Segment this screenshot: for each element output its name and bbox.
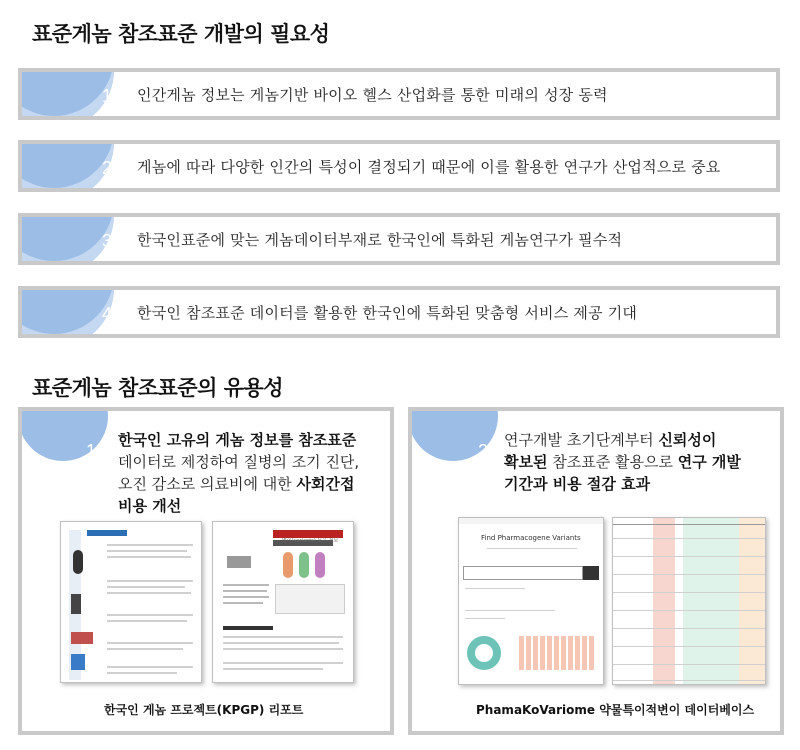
need-item-2	[18, 140, 780, 192]
item-text: 한국인 참조표준 데이터를 활용한 한국인에 특화된 맞춤형 서비스 제공 기대	[137, 304, 638, 322]
kpgp-report-thumbnail-1	[60, 521, 202, 683]
card-caption: 한국인 게놈 프로젝트(KPGP) 리포트	[104, 703, 304, 717]
card-description: 연구개발 초기단계부터 신뢰성이 확보된 참조표준 활용으로 연구 개발 기간과 비용 절감 효과	[504, 431, 741, 493]
card-number: 2	[478, 441, 489, 461]
need-item-3	[18, 213, 780, 265]
pharmacogene-search-thumbnail	[458, 517, 604, 685]
benefits-heading: 표준게놈 참조표준의 유용성	[32, 376, 284, 400]
pharma-title: Find Pharmacogene Variants	[481, 534, 581, 542]
needs-heading: 표준게놈 참조표준 개발의 필요성	[32, 22, 330, 46]
benefit-card-1	[18, 407, 394, 735]
item-number: 2	[102, 158, 113, 178]
pharmacogene-table-thumbnail	[612, 517, 766, 685]
item-number: 4	[102, 304, 113, 324]
item-text: 인간게놈 정보는 게놈기반 바이오 헬스 산업화를 통한 미래의 성장 동력	[137, 86, 608, 104]
item-number: 1	[102, 86, 113, 106]
card-number: 1	[86, 441, 97, 461]
item-number: 3	[102, 231, 113, 251]
item-text: 한국인표준에 맞는 게놈데이터부재로 한국인에 특화된 게놈연구가 필수적	[137, 231, 623, 249]
card-caption: PhamaKoVariome 약물특이적변이 데이터베이스	[476, 703, 755, 717]
need-item-1	[18, 68, 780, 120]
kpgp-report-thumbnail-2	[212, 521, 354, 683]
report-header-text: 변이(variants) 보유 정보	[282, 538, 339, 544]
need-item-4	[18, 286, 780, 338]
card-description: 한국인 고유의 게놈 정보를 참조표준 데이터로 제정하여 질병의 조기 진단, 오진 감소로 의료비에 대한 사회간접 비용 개선	[118, 431, 360, 515]
benefit-card-2	[408, 407, 784, 735]
item-text: 게놈에 따라 다양한 인간의 특성이 결정되기 때문에 이를 활용한 연구가 산업적으로 중요	[137, 158, 721, 176]
